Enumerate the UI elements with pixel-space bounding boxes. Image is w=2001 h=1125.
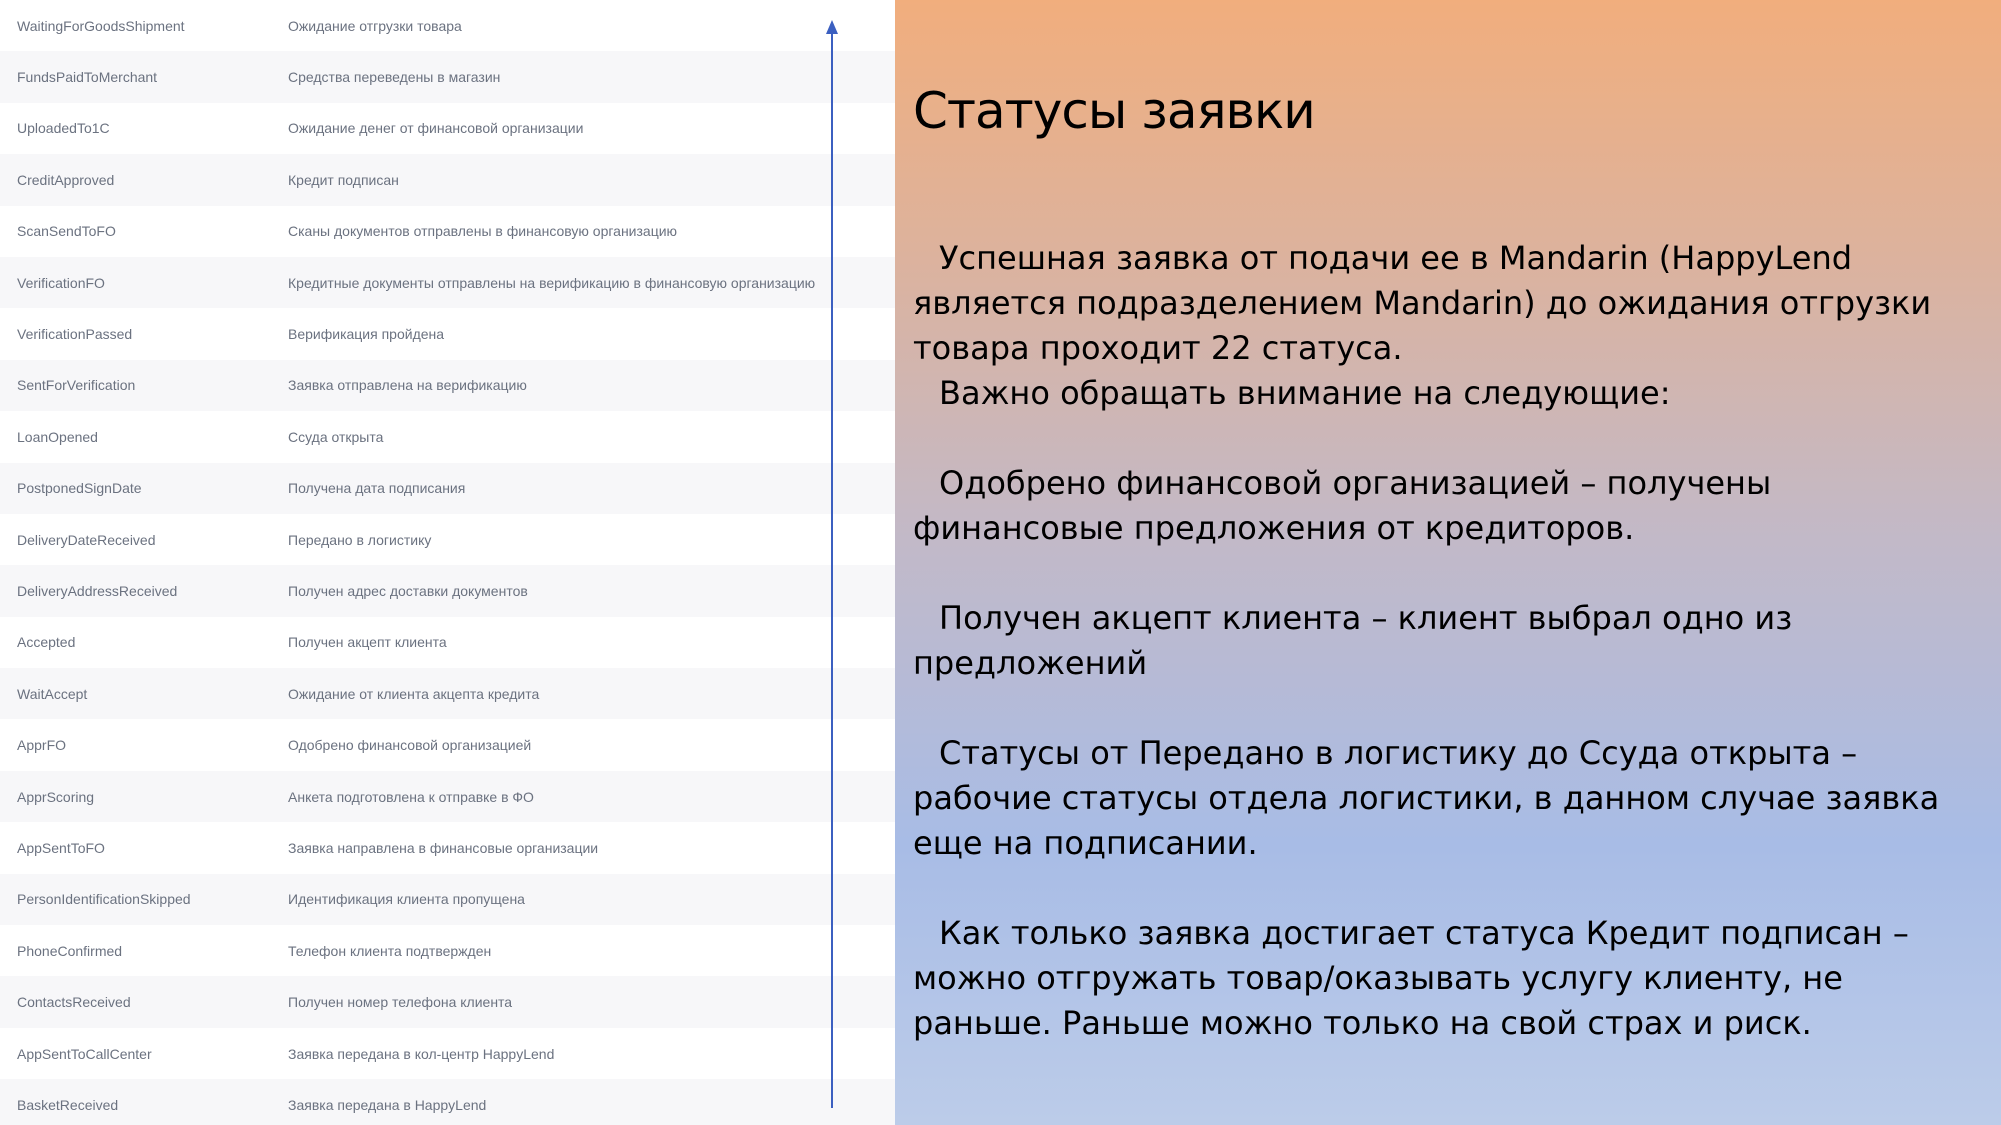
status-description: Ссуда открыта [288,428,384,445]
status-description: Получен номер телефона клиента [288,994,513,1011]
table-row [0,1079,895,1125]
status-code: VerificationPassed [17,326,133,343]
slide-paragraph-approved: Одобрено финансовой организацией – получены финансовые предложения от кредиторов. [913,464,1772,547]
status-code: ApprFO [17,737,67,754]
status-code: ContactsReceived [17,994,131,1011]
table-row [0,874,895,925]
status-code: PersonIdentificationSkipped [17,891,191,908]
status-description: Получен адрес доставки документов [288,582,528,599]
status-code: AppSentToFO [17,839,105,856]
table-row [0,154,895,205]
status-table [0,0,895,1125]
status-description: Ожидание от клиента акцепта кредита [288,685,540,702]
slide-title: Статусы заявки [913,82,1315,140]
table-row [0,719,895,770]
status-description: Кредитные документы отправлены на верификацию в финансовую организацию [288,274,816,291]
status-description: Передано в логистику [288,531,432,548]
slide-paragraph-logistics: Статусы от Передано в логистику до Ссуда открыта – рабочие статусы отдела логистики, в данном случае заявка еще на подписании. [913,734,1940,862]
table-row [0,976,895,1027]
status-description: Верификация пройдена [288,326,445,343]
status-code: Accepted [17,634,76,651]
status-code: BasketReceived [17,1096,119,1113]
status-list-panel [0,0,895,1125]
status-code: VerificationFO [17,274,105,291]
status-code: SentForVerification [17,377,136,394]
slide-paragraph-signed: Как только заявка достигает статуса Кредит подписан – можно отгружать товар/оказывать услугу клиенту, не раньше. Раньше можно только на свой страх и риск. [913,914,1909,1042]
arrow-up-icon [820,20,844,1110]
table-row [0,51,895,102]
table-row [0,0,895,51]
status-description: Заявка передана в HappyLend [288,1096,487,1113]
status-description: Одобрено финансовой организацией [288,737,532,754]
table-row [0,617,895,668]
table-row [0,463,895,514]
status-description: Ожидание денег от финансовой организации [288,120,584,137]
status-code: ApprScoring [17,788,95,805]
slide-paragraph-accepted: Получен акцепт клиента – клиент выбрал одно из предложений [913,599,1793,682]
slide-body [913,236,1988,1046]
status-code: CreditApproved [17,171,115,188]
status-code: PhoneConfirmed [17,942,123,959]
status-description: Заявка передана в кол-центр HappyLend [288,1045,555,1062]
table-row [0,925,895,976]
table-row [0,565,895,616]
status-description: Получена дата подписания [288,480,466,497]
status-description: Заявка отправлена на верификацию [288,377,527,394]
table-row [0,206,895,257]
status-code: DeliveryAddressReceived [17,582,178,599]
table-row [0,308,895,359]
table-row [0,360,895,411]
status-description: Заявка направлена в финансовые организации [288,839,599,856]
status-description: Анкета подготовлена к отправке в ФО [288,788,534,805]
table-row [0,411,895,462]
status-description: Сканы документов отправлены в финансовую организацию [288,223,678,240]
status-code: UploadedTo1C [17,120,110,137]
status-code: DeliveryDateReceived [17,531,156,548]
table-row [0,514,895,565]
status-code: ScanSendToFO [17,223,116,240]
status-code: LoanOpened [17,428,98,445]
status-code: PostponedSignDate [17,480,142,497]
status-description: Кредит подписан [288,171,399,188]
status-code: WaitAccept [17,685,88,702]
status-description: Средства переведены в магазин [288,69,501,86]
status-code: AppSentToCallCenter [17,1045,152,1062]
status-description: Телефон клиента подтвержден [288,942,492,959]
status-description: Получен акцепт клиента [288,634,447,651]
slide-panel [895,0,2001,1125]
table-row [0,257,895,308]
table-row [0,103,895,154]
table-row [0,822,895,873]
slide-paragraph-attention: Важно обращать внимание на следующие: [939,374,1671,412]
table-row [0,771,895,822]
status-code: FundsPaidToMerchant [17,69,158,86]
table-row [0,668,895,719]
status-description: Идентификация клиента пропущена [288,891,525,908]
status-code: WaitingForGoodsShipment [17,17,185,34]
table-row [0,1028,895,1079]
status-description: Ожидание отгрузки товара [288,17,462,34]
slide-paragraph-intro: Успешная заявка от подачи ее в Mandarin (HappyLend является подразделением Mandarin) до ожидания отгрузки товара проходит 22 статуса. [913,239,1932,367]
